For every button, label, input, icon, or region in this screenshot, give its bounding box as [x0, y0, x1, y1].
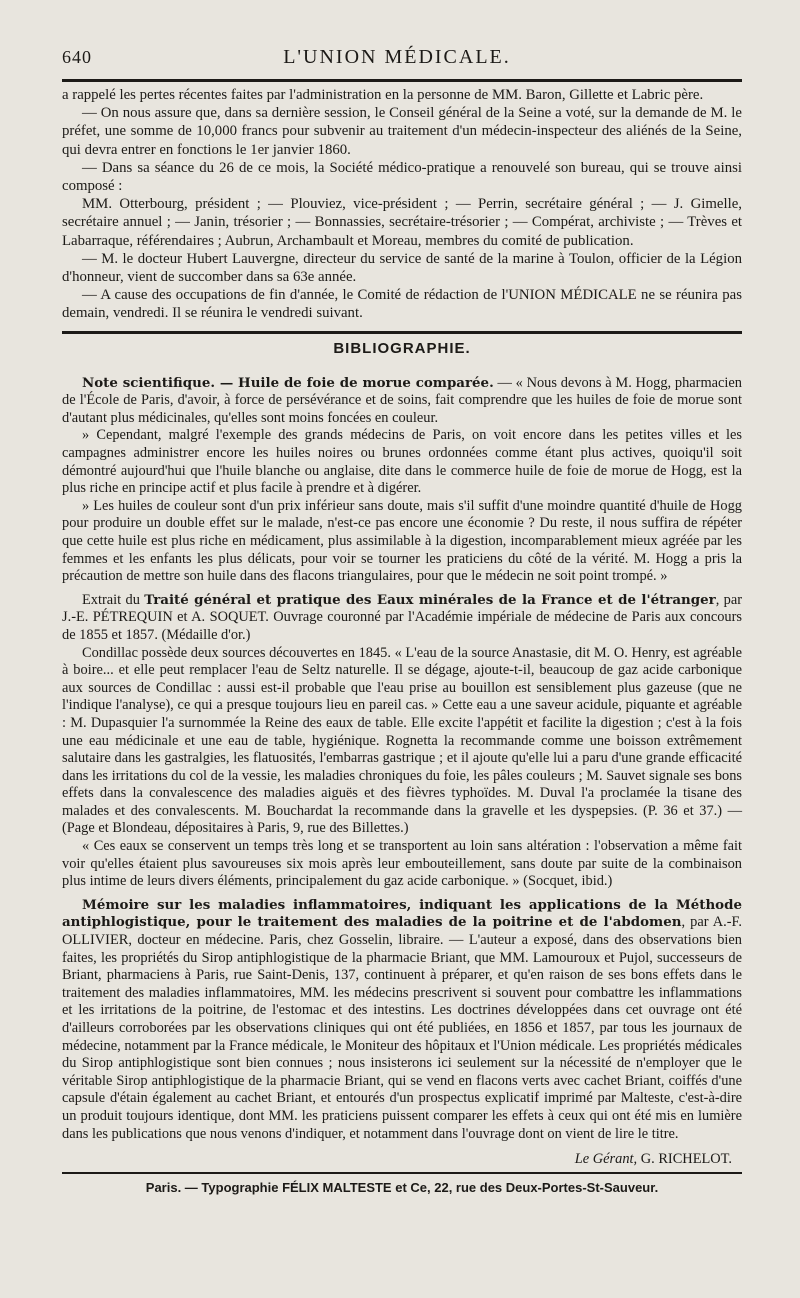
- extrait-prefix: Extrait du: [82, 591, 145, 608]
- note-title: Note scientifique. — Huile de foie de morue comparée.: [82, 374, 494, 391]
- signature: [62, 1151, 732, 1168]
- news-paragraph: — On nous assure que, dans sa dernière session, le Conseil général de la Seine a voté, sur la demande de M. le préfet, une somme de 10,000 francs pour subvenir au traitement d'un médecin-inspecteur des aliénés de la Seine, qui devra entrer en fonctions le 1er janvier 1860.: [62, 105, 742, 158]
- footer-imprint: Paris. — Typographie FÉLIX MALTESTE et Ce, 22, rue des Deux-Portes-St-Sauveur.: [145, 1180, 659, 1196]
- memoire-title: Mémoire sur les maladies inflammatoires, indiquant les applications de la Méthode antiphlogistique, pour le traitement des maladies de la poitrine et de l'abdomen: [62, 896, 742, 931]
- header-rule: [62, 79, 742, 82]
- news-paragraph: — Dans sa séance du 26 de ce mois, la Société médico-pratique a renouvelé son bureau, qui se trouve ainsi composé :: [62, 159, 742, 195]
- bibliography-section: [62, 375, 742, 1144]
- signature-name: G. RICHELOT.: [640, 1151, 732, 1168]
- extrait-paragraph: [62, 592, 742, 645]
- footer-rule: [62, 1172, 742, 1174]
- section-rule: [62, 331, 742, 334]
- news-paragraph: MM. Otterbourg, président ; — Plouviez, vice-président ; — Perrin, secrétaire général ; — J. Gimelle, secrétaire annuel ; — Janin, trésorier ; — Bonnassies, secrétaire-trésorier ; — Compérat, archiviste ; — Trèves et Labarraque, référendaires ; Aubrun, Archambault et Moreau, membres du comité de publication.: [62, 196, 742, 249]
- bibliography-heading: BIBLIOGRAPHIE.: [333, 339, 471, 357]
- news-section: [62, 86, 742, 323]
- memoire-text: , par A.-F. OLLIVIER, docteur en médecine. Paris, chez Gosselin, libraire. — L'auteur a exposé, dans des observations bien faites, les propriétés du Sirop antiphlogistique de la pharmacie Briant, que MM. Lamouroux et Pujol, successeurs de Briant, pharmaciens à Paris, rue Saint-Denis, 137, continuent à préparer, et qu'en raison de ses bons effets dans le traitement des maladies inflammatoires, MM. les médecins prescrivent si souvent pour combattre les inflammations et les irritations de la poitrine, de l'estomac et des intestins. Les doctrines développées dans cet ouvrage ont été d'ailleurs corroborées par les observations cliniques qui ont été publiées, en 1856 et 1857, par tous les journaux de médecine, notamment par la France médicale, le Moniteur des hôpitaux et l'Union médicale. Les propriétés médicales du Sirop antiphlogistique sont bien connues ; nous insisterons ici seulement sur la nécessité de n'employer que le véritable Sirop antiphlogistique de la pharmacie Briant, qui se vend en flacons verts avec cachet Briant, coiffés d'une capsule d'étain également au cachet Briant, et entourés d'un prospectus explicatif imprimé par Malteste, c'est-à-dire un produit toujours identique, dont MM. les praticiens puissent comparer les effets à ceux qui ont été mis en lumière dans les publications que nous venons d'indiquer, et notamment dans l'ouvrage dont on vient de lire le titre.: [62, 914, 743, 1142]
- extrait-title: Traité général et pratique des Eaux minérales de la France et de l'étranger: [144, 591, 716, 608]
- memoire-paragraph: [62, 897, 742, 1143]
- note-paragraph: » Les huiles de couleur sont d'un prix inférieur sans doute, mais s'il suffit d'une moindre quantité d'huile de Hogg pour produire un double effet sur le malade, n'est-ce pas encore une économie ? Du reste, il nous suffira de répéter que cette huile est plus riche en médicament, plus assimilable à la digestion, incomparablement mieux agréée par les femmes et les enfants les plus délicats, pour voir se tourner les praticiens du côté de la vérité. M. Hogg a pris la précaution de mettre son huile dans des flacons triangulaires, pour que le médecin ne soit point trompé. »: [62, 497, 742, 585]
- extrait-rest: , par J.-E. PÉTREQUIN et A. SOQUET. Ouvrage couronné par l'Académie impériale de médecine de Paris aux concours de 1855 et 1857. (Médaille d'or.): [62, 591, 743, 643]
- signature-label: Le Gérant,: [574, 1151, 638, 1168]
- journal-title: L'UNION MÉDICALE.: [283, 46, 511, 68]
- news-paragraph: — A cause des occupations de fin d'année, le Comité de rédaction de l'UNION MÉDICALE ne se réunira pas demain, vendredi. Il se réunira le vendredi suivant.: [62, 287, 742, 322]
- note-text: — « Nous devons à M. Hogg, pharmacien de l'École de Paris, d'avoir, à force de persévérance et de soins, fait comprendre que les huiles de foie de morue sont d'autant plus médicinales, qu'elles sont moins foncées en couleur.: [62, 374, 742, 426]
- note-paragraph: » Cependant, malgré l'exemple des grands médecins de Paris, on voit encore dans les petites villes et les campagnes administrer encore les huiles noires ou brunes ordonnées comme étant plus actives, quoiqu'il soit démontré aujourd'hui que l'huile blanche ou anglaise, dite dans le commerce huile de foie de morue de Hogg, est la plus riche en principe actif et plus facile à prendre et à digérer.: [62, 427, 742, 497]
- condillac-paragraph: Condillac possède deux sources découvertes en 1845. « L'eau de la source Anastasie, dit M. O. Henry, est agréable à boire... et elle peut remplacer l'eau de Seltz naturelle. Il se dégage, ajoute-t-il, beaucoup de gaz acide carbonique aux sources de Condillac : aussi est-il probable que l'eau prise au bouillon est sensiblement plus gazeuse (que ne l'indique l'analyse), ce qui a presque toujours lieu en pareil cas. » Cette eau a une saveur acidule, piquante et agréable : M. Dupasquier l'a surnommée la Reine des eaux de table. Elle excite l'appétit et facilite la digestion ; c'est à la fois une eau médicinale et une eau de table, hygiénique. Rognetta la recommande comme une boisson extrêmement salutaire dans les gastralgies, les flatuosités, l'embarras gastrique ; et il ajoute qu'elle lui a paru d'une grande efficacité dans les irritations du col de la vessie, les maladies chroniques du foie, les pâles couleurs ; M. Sauvet signale ses bons effets dans la convalescence des maladies aiguës et des fièvres typhoïdes. M. Duval l'a proclamée la tisane des malades et des convalescents. M. Bouchardat la recommande dans la gravelle et les dyspepsies. (P. 36 et 37.) — (Page et Blondeau, dépositaires à Paris, 9, rue des Billettes.): [62, 644, 742, 837]
- news-paragraph: — M. le docteur Hubert Lauvergne, directeur du service de santé de la marine à Toulon, officier de la Légion d'honneur, vient de succomber dans sa 63e année.: [62, 250, 742, 286]
- condillac-paragraph: « Ces eaux se conservent un temps très long et se transportent au loin sans altération : l'observation a même fait voir qu'elles étaient plus savoureuses six mois après leur embouteillement, sans doute par suite de la combinaison plus intime de leurs divers éléments, principalement du gaz acide carbonique. » (Socquet, ibid.): [62, 838, 742, 890]
- note-paragraph: [62, 375, 742, 428]
- news-paragraph: a rappelé les pertes récentes faites par l'administration en la personne de MM. Baron, Gillette et Labric père.: [62, 87, 704, 103]
- page-number: 640: [62, 47, 92, 67]
- page-header: [62, 46, 742, 69]
